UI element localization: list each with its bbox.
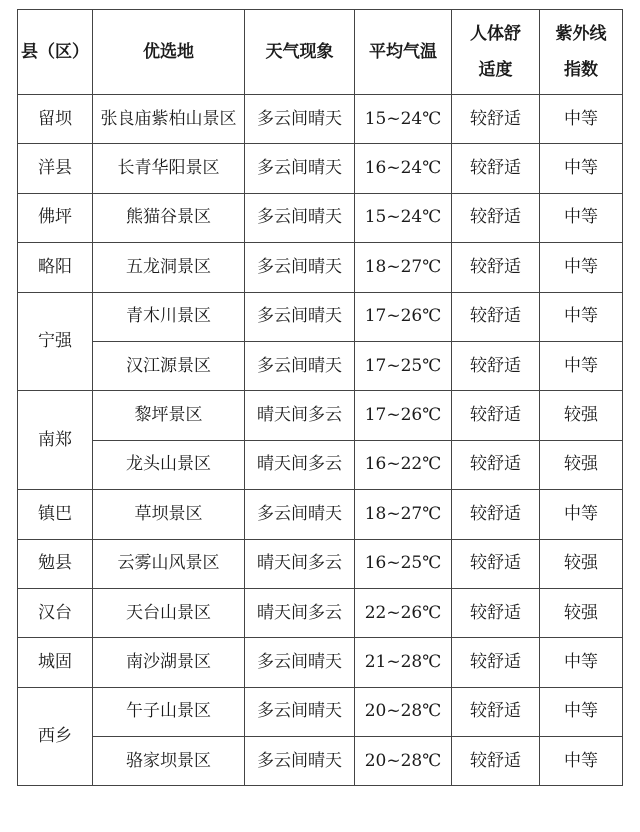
comfort-cell: 较舒适 xyxy=(452,193,540,242)
header-row xyxy=(18,10,623,95)
temperature-cell: 22~26℃ xyxy=(355,588,452,637)
comfort-cell: 较舒适 xyxy=(452,588,540,637)
site-cell: 龙头山景区 xyxy=(93,440,245,489)
header-uv-line2: 指数 xyxy=(564,60,598,80)
header-site: 优选地 xyxy=(93,10,245,95)
table-row xyxy=(18,539,623,588)
temperature-cell: 17~25℃ xyxy=(355,341,452,390)
table-row xyxy=(18,292,623,341)
table-row xyxy=(18,687,623,736)
header-weather: 天气现象 xyxy=(245,10,355,95)
site-cell: 汉江源景区 xyxy=(93,341,245,390)
table-row xyxy=(18,144,623,193)
site-cell: 张良庙紫柏山景区 xyxy=(93,95,245,144)
county-cell: 佛坪 xyxy=(18,193,93,242)
header-uv-index xyxy=(540,10,623,95)
weather-cell: 晴天间多云 xyxy=(245,588,355,637)
table-row xyxy=(18,440,623,489)
uv-index-cell: 较强 xyxy=(540,440,623,489)
temperature-cell: 21~28℃ xyxy=(355,638,452,687)
weather-cell: 多云间晴天 xyxy=(245,490,355,539)
table-row xyxy=(18,737,623,786)
header-temperature: 平均气温 xyxy=(355,10,452,95)
comfort-cell: 较舒适 xyxy=(452,292,540,341)
comfort-cell: 较舒适 xyxy=(452,391,540,440)
table-row xyxy=(18,95,623,144)
uv-index-cell: 中等 xyxy=(540,490,623,539)
temperature-cell: 16~22℃ xyxy=(355,440,452,489)
weather-cell: 多云间晴天 xyxy=(245,243,355,292)
site-cell: 青木川景区 xyxy=(93,292,245,341)
site-cell: 五龙洞景区 xyxy=(93,243,245,292)
uv-index-cell: 中等 xyxy=(540,737,623,786)
site-cell: 黎坪景区 xyxy=(93,391,245,440)
table-row xyxy=(18,341,623,390)
table-row xyxy=(18,588,623,637)
temperature-cell: 16~25℃ xyxy=(355,539,452,588)
uv-index-cell: 较强 xyxy=(540,588,623,637)
county-cell: 西乡 xyxy=(18,687,93,786)
uv-index-cell: 中等 xyxy=(540,144,623,193)
weather-cell: 多云间晴天 xyxy=(245,95,355,144)
uv-index-cell: 中等 xyxy=(540,193,623,242)
site-cell: 长青华阳景区 xyxy=(93,144,245,193)
county-cell: 略阳 xyxy=(18,243,93,292)
header-comfort-line2: 适度 xyxy=(478,60,513,80)
comfort-cell: 较舒适 xyxy=(452,638,540,687)
county-cell: 勉县 xyxy=(18,539,93,588)
table-header xyxy=(18,10,623,95)
comfort-cell: 较舒适 xyxy=(452,341,540,390)
comfort-cell: 较舒适 xyxy=(452,539,540,588)
site-cell: 天台山景区 xyxy=(93,588,245,637)
table-row xyxy=(18,391,623,440)
uv-index-cell: 中等 xyxy=(540,95,623,144)
site-cell: 熊猫谷景区 xyxy=(93,193,245,242)
weather-cell: 晴天间多云 xyxy=(245,440,355,489)
weather-cell: 晴天间多云 xyxy=(245,391,355,440)
comfort-cell: 较舒适 xyxy=(452,95,540,144)
site-cell: 南沙湖景区 xyxy=(93,638,245,687)
table-row xyxy=(18,490,623,539)
county-cell: 洋县 xyxy=(18,144,93,193)
comfort-cell: 较舒适 xyxy=(452,490,540,539)
uv-index-cell: 中等 xyxy=(540,243,623,292)
site-cell: 云雾山风景区 xyxy=(93,539,245,588)
weather-cell: 多云间晴天 xyxy=(245,638,355,687)
weather-cell: 多云间晴天 xyxy=(245,144,355,193)
comfort-cell: 较舒适 xyxy=(452,687,540,736)
weather-cell: 晴天间多云 xyxy=(245,539,355,588)
weather-forecast-table xyxy=(17,9,623,786)
temperature-cell: 20~28℃ xyxy=(355,687,452,736)
county-cell: 汉台 xyxy=(18,588,93,637)
county-cell: 镇巴 xyxy=(18,490,93,539)
table-row xyxy=(18,638,623,687)
site-cell: 草坝景区 xyxy=(93,490,245,539)
site-cell: 午子山景区 xyxy=(93,687,245,736)
uv-index-cell: 中等 xyxy=(540,687,623,736)
county-cell: 城固 xyxy=(18,638,93,687)
table-row xyxy=(18,193,623,242)
weather-cell: 多云间晴天 xyxy=(245,737,355,786)
comfort-cell: 较舒适 xyxy=(452,144,540,193)
temperature-cell: 20~28℃ xyxy=(355,737,452,786)
uv-index-cell: 中等 xyxy=(540,341,623,390)
comfort-cell: 较舒适 xyxy=(452,243,540,292)
county-cell: 宁强 xyxy=(18,292,93,391)
uv-index-cell: 较强 xyxy=(540,391,623,440)
weather-cell: 多云间晴天 xyxy=(245,292,355,341)
site-cell: 骆家坝景区 xyxy=(93,737,245,786)
weather-cell: 多云间晴天 xyxy=(245,341,355,390)
uv-index-cell: 中等 xyxy=(540,292,623,341)
comfort-cell: 较舒适 xyxy=(452,737,540,786)
header-comfort-line1: 人体舒 xyxy=(470,24,521,44)
temperature-cell: 17~26℃ xyxy=(355,292,452,341)
temperature-cell: 15~24℃ xyxy=(355,193,452,242)
temperature-cell: 18~27℃ xyxy=(355,490,452,539)
table-row xyxy=(18,243,623,292)
temperature-cell: 18~27℃ xyxy=(355,243,452,292)
weather-cell: 多云间晴天 xyxy=(245,687,355,736)
comfort-cell: 较舒适 xyxy=(452,440,540,489)
uv-index-cell: 较强 xyxy=(540,539,623,588)
county-cell: 南郑 xyxy=(18,391,93,490)
temperature-cell: 16~24℃ xyxy=(355,144,452,193)
uv-index-cell: 中等 xyxy=(540,638,623,687)
temperature-cell: 17~26℃ xyxy=(355,391,452,440)
temperature-cell: 15~24℃ xyxy=(355,95,452,144)
weather-cell: 多云间晴天 xyxy=(245,193,355,242)
header-uv-line1: 紫外线 xyxy=(555,24,607,44)
county-cell: 留坝 xyxy=(18,95,93,144)
header-comfort xyxy=(452,10,540,95)
table-body xyxy=(18,95,623,786)
header-county: 县（区） xyxy=(18,10,93,95)
